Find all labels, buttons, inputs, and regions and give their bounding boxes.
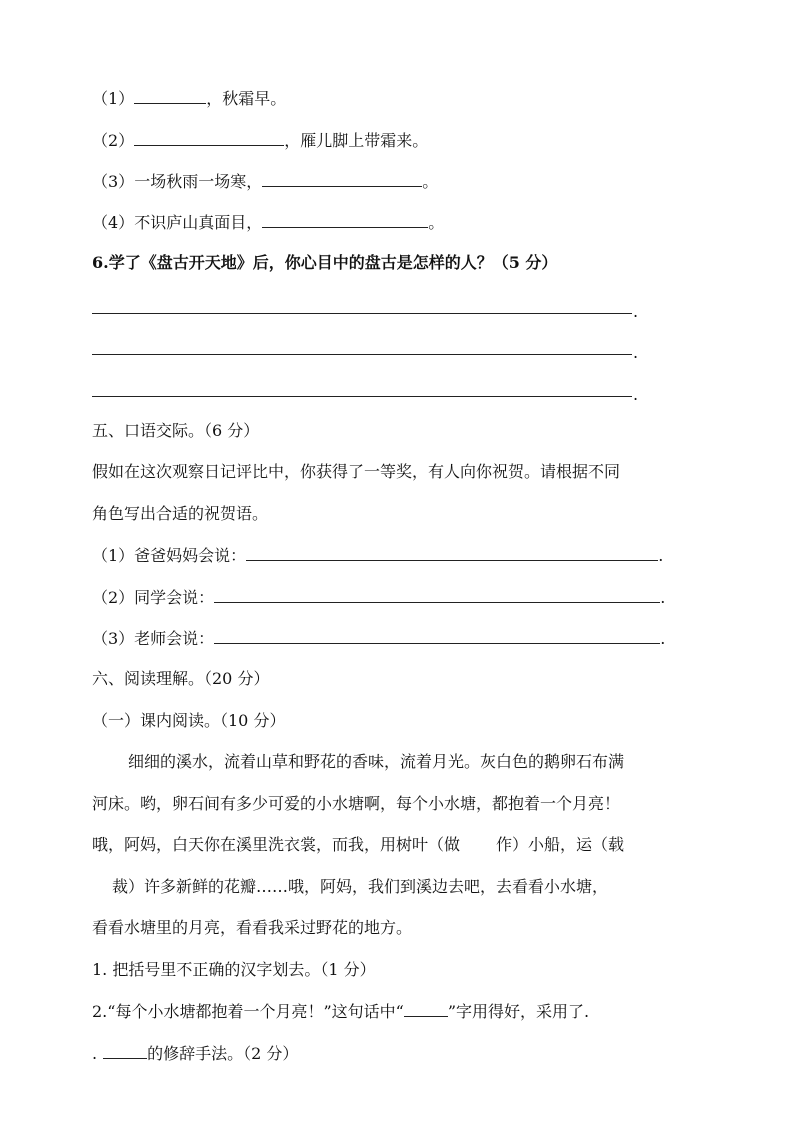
greeting-label: （1）爸爸妈妈会说： [92,546,247,565]
question-text: . [92,1044,98,1063]
answer-blank[interactable] [214,587,660,603]
answer-line-3[interactable] [92,396,632,397]
section-6-subheading: （一）课内阅读。（10 分） [92,711,286,730]
passage-line-5: 看看水塘里的月亮，看看我采过野花的地方。 [92,918,413,937]
item-text: 不识庐山真面目， [134,213,263,232]
question-text: 2.“每个小水塘都抱着一个月亮！”这句话中“ [92,1002,404,1021]
passage-line-3 [92,835,624,855]
line-end-mark: . [660,629,666,648]
passage-line-2: 河床。哟，卵石间有多少可爱的小水塘啊，每个小水塘，都抱着一个月亮！ [92,794,621,813]
passage-line-1: 细细的溪水，流着山草和野花的香味，流着月光。灰白色的鹅卵石布满 [128,752,625,771]
answer-blank[interactable] [246,545,658,561]
section-5-heading: 五、口语交际。（6 分） [92,421,260,440]
line-end-mark: . [633,343,639,362]
reading-question-1: 1. 把括号里不正确的汉字划去。（1 分） [92,960,376,979]
reading-question-2 [92,1001,589,1022]
reading-question-2-cont [92,1043,298,1064]
answer-blank[interactable] [134,130,284,146]
fill-blank-1 [92,88,286,109]
line-end-mark: . [633,302,639,321]
item-text: 。 [422,172,439,191]
fill-blank-2 [92,130,428,151]
greeting-parents [92,545,663,566]
item-number: （3） [92,172,135,191]
item-text: 一场秋雨一场寒， [134,172,263,191]
answer-blank[interactable] [134,88,206,104]
line-end-mark: . [658,546,664,565]
answer-blank[interactable] [103,1043,147,1059]
item-text: ，雁儿脚上带霜来。 [284,131,429,150]
line-end-mark: . [633,385,639,404]
passage-line-4: 裁）许多新鲜的花瓣……哦，阿妈，我们到溪边去吧，去看看小水塘， [112,877,609,896]
section-5-prompt-line-1: 假如在这次观察日记评比中，你获得了一等奖，有人向你祝贺。请根据不同 [92,462,621,481]
item-text: ，秋霜早。 [206,89,287,108]
question-text: ”字用得好，采用了. [447,1002,590,1021]
line-end-mark: . [660,588,666,607]
question-6: 6.学了《盘古开天地》后，你心目中的盘古是怎样的人？（5 分） [92,253,558,272]
section-6-heading: 六、阅读理解。（20 分） [92,669,270,688]
greeting-classmate [92,587,665,608]
answer-blank[interactable] [262,212,428,228]
answer-line-1[interactable] [92,313,632,314]
item-text: 。 [428,213,445,232]
fill-blank-4 [92,212,444,233]
answer-blank[interactable] [262,171,422,187]
item-number: （2） [92,131,135,150]
item-number: （1） [92,89,135,108]
greeting-label: （2）同学会说： [92,588,215,607]
answer-line-2[interactable] [92,354,632,355]
answer-blank[interactable] [404,1001,448,1017]
question-text: 的修辞手法。（2 分） [147,1044,299,1063]
item-number: （4） [92,213,135,232]
greeting-label: （3）老师会说： [92,629,215,648]
passage-text: 作）小船，运（载 [496,835,625,854]
greeting-teacher [92,628,665,649]
fill-blank-3 [92,171,438,192]
section-5-prompt-line-2: 角色写出合适的祝贺语。 [92,504,269,523]
answer-blank[interactable] [214,628,660,644]
passage-text: 哦，阿妈，白天你在溪里洗衣裳，而我，用树叶（做 [92,835,461,854]
